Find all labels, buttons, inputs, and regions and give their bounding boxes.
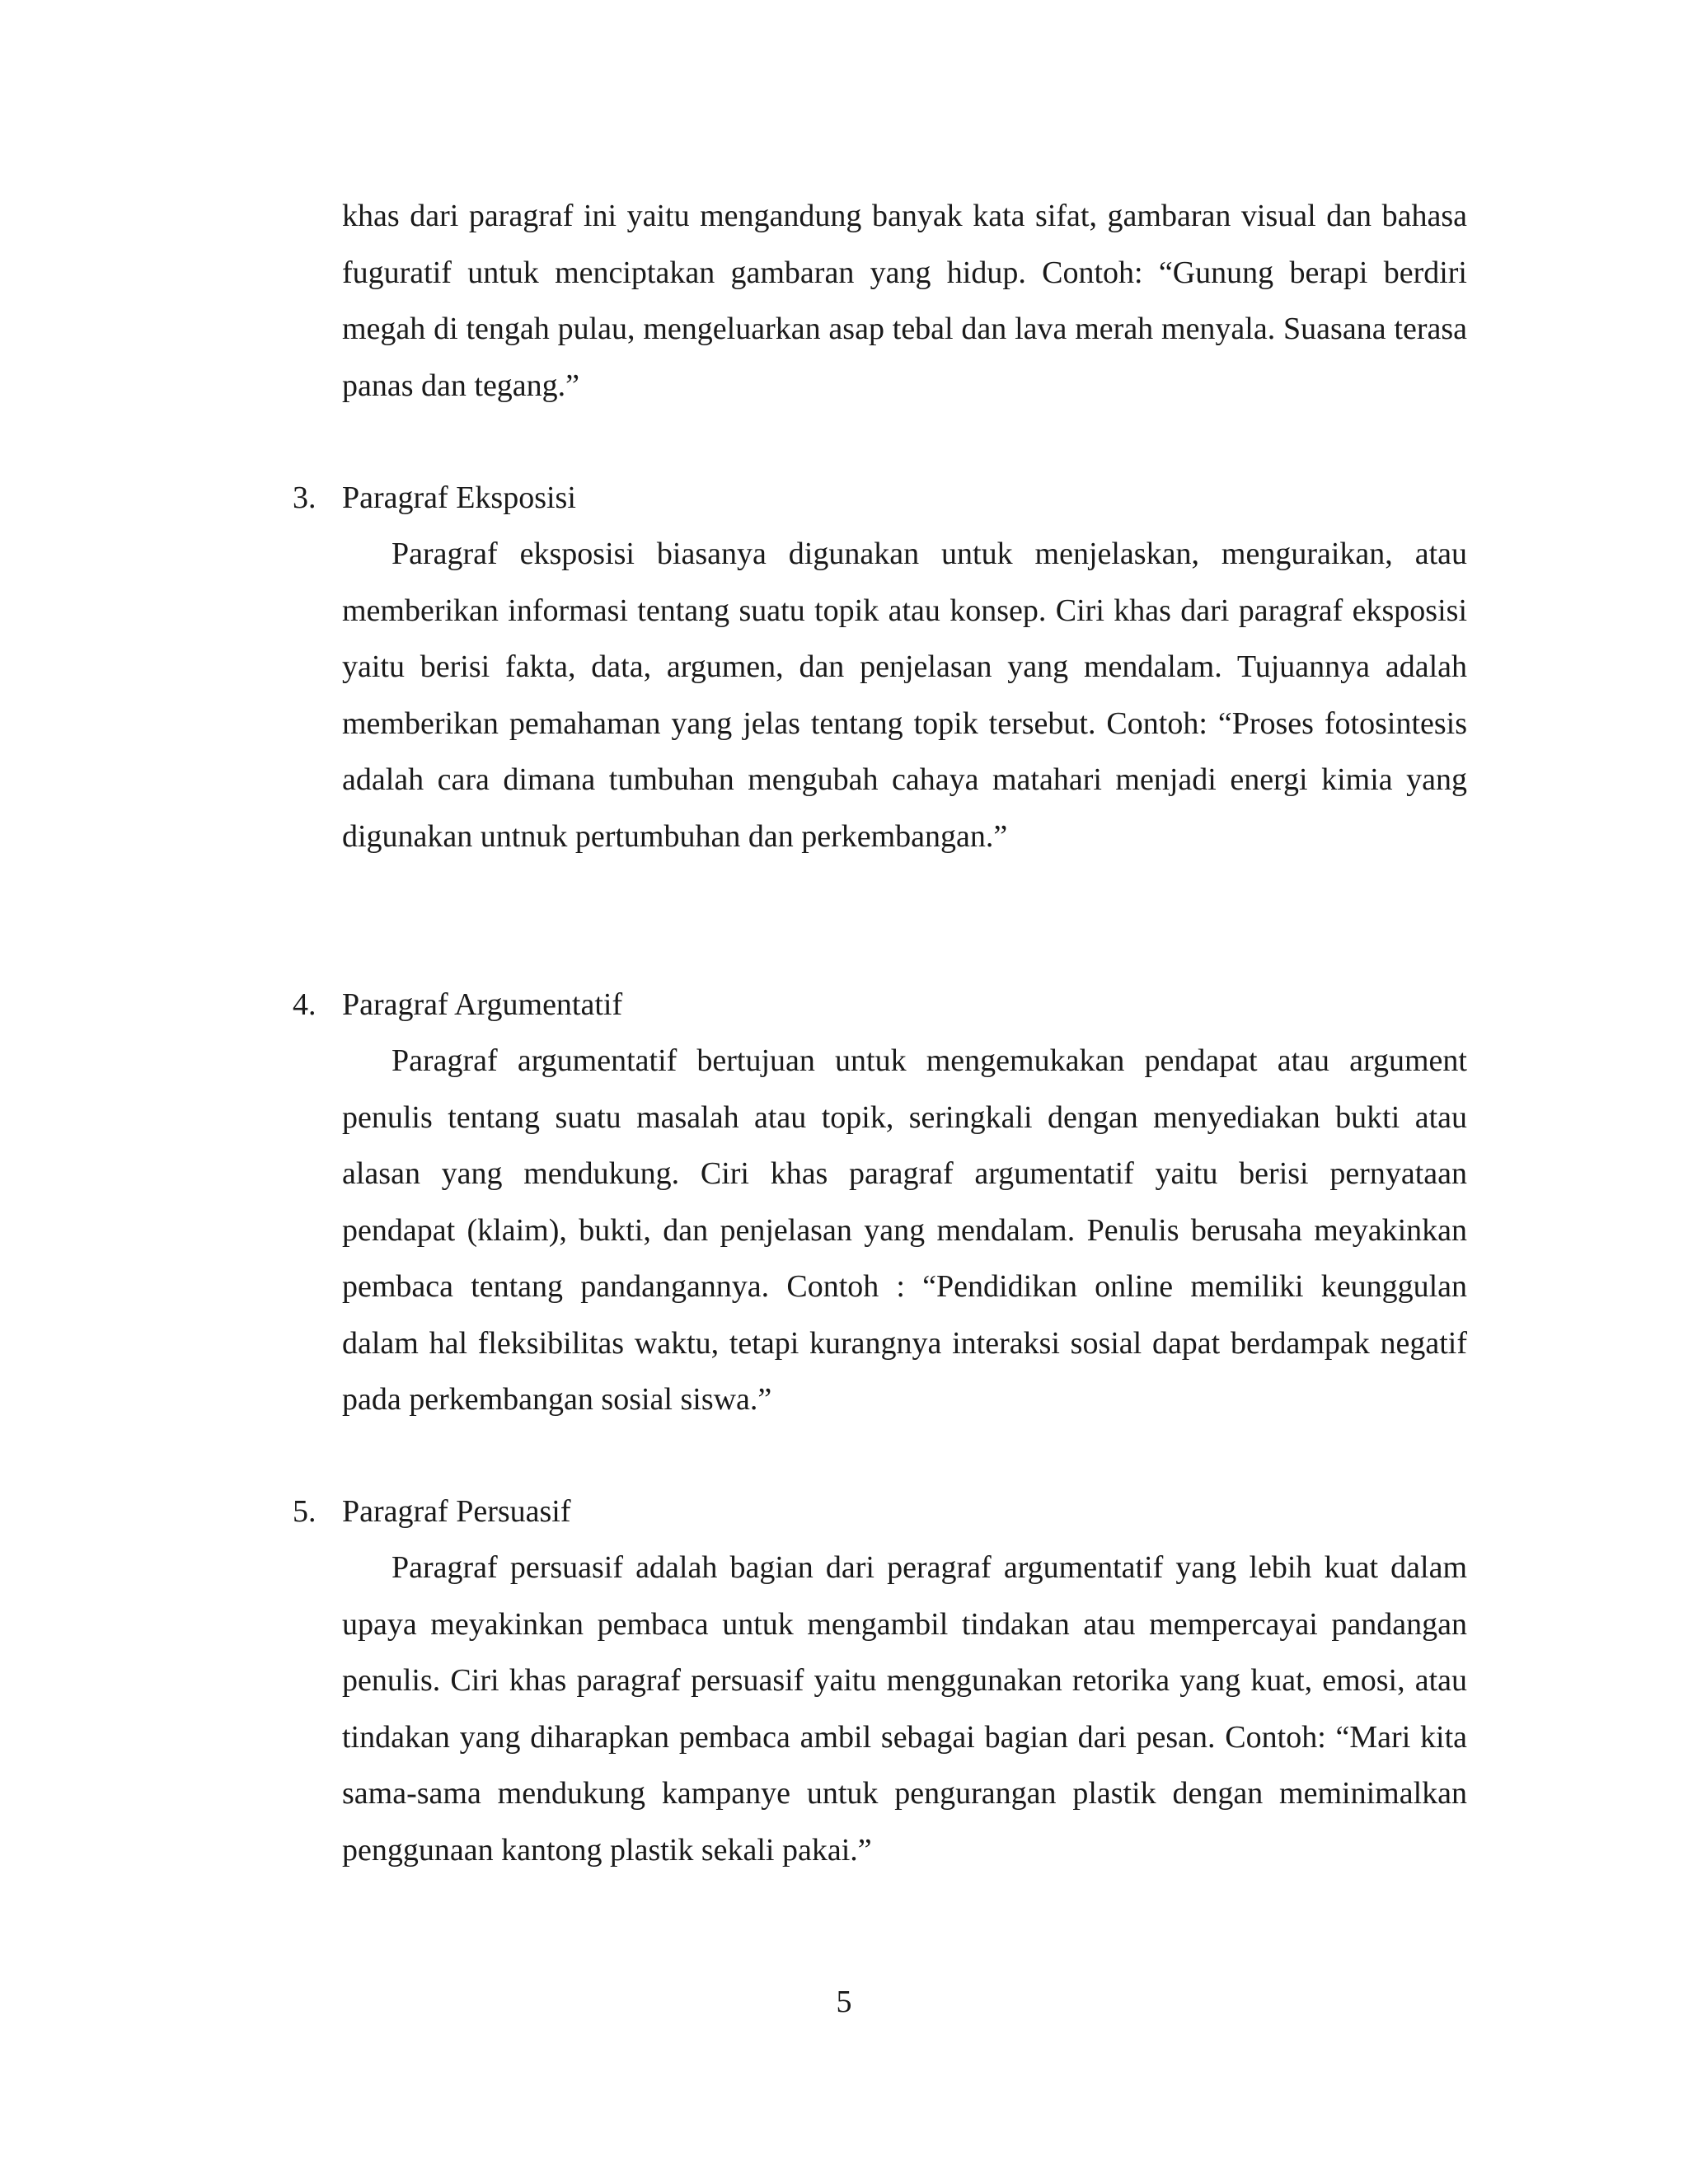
section-number: 3.: [293, 480, 316, 515]
section-title: Paragraf Eksposisi: [342, 480, 576, 515]
section-title: Paragraf Persuasif: [342, 1494, 571, 1529]
section-number: 5.: [293, 1494, 316, 1529]
section-body-argumentatif: Paragraf argumentatif bertujuan untuk mengemukakan pendapat atau argument penulis tentang suatu masalah atau topik, seringkali dengan menyediakan bukti atau alasan yang mendukung. Ciri khas paragraf argumentatif yaitu berisi pernyataan pendapat (klaim), bukti, dan penjelasan yang mendalam. Penulis berusaha meyakinkan pembaca tentang pandangannya. Contoh : “Pendidikan online memiliki keunggulan dalam hal fleksibilitas waktu, tetapi kurangnya interaksi sosial dapat berdampak negatif pada perkembangan sosial siswa.”: [342, 1043, 1467, 1417]
section-heading-persuasif: [293, 1483, 571, 1540]
section-body-persuasif: Paragraf persuasif adalah bagian dari peragraf argumentatif yang lebih kuat dalam upaya meyakinkan pembaca untuk mengambil tindakan atau mempercayai pandangan penulis. Ciri khas paragraf persuasif yaitu menggunakan retorika yang kuat, emosi, atau tindakan yang diharapkan pembaca ambil sebagai bagian dari pesan. Contoh: “Mari kita sama-sama mendukung kampanye untuk pengurangan plastik dengan meminimalkan penggunaan kantong plastik sekali pakai.”: [342, 1550, 1467, 1868]
section-body-eksposisi: Paragraf eksposisi biasanya digunakan untuk menjelaskan, menguraikan, atau memberikan informasi tentang suatu topik atau konsep. Ciri khas dari paragraf eksposisi yaitu berisi fakta, data, argumen, dan penjelasan yang mendalam. Tujuannya adalah memberikan pemahaman yang jelas tentang topik tersebut. Contoh: “Proses fotosintesis adalah cara dimana tumbuhan mengubah cahaya matahari menjadi energi kimia yang digunakan untnuk pertumbuhan dan perkembangan.”: [342, 537, 1467, 854]
section-heading-eksposisi: [293, 470, 576, 527]
section-heading-argumentatif: [293, 977, 622, 1033]
continuation-paragraph: khas dari paragraf ini yaitu mengandung banyak kata sifat, gambaran visual dan bahasa fuguratif untuk menciptakan gambaran yang hidup. Contoh: “Gunung berapi berdiri megah di tengah pulau, mengeluarkan asap tebal dan lava merah menyala. Suasana terasa panas dan tegang.”: [342, 199, 1467, 403]
section-number: 4.: [293, 987, 316, 1022]
section-title: Paragraf Argumentatif: [342, 987, 623, 1022]
page-number: 5: [836, 1985, 852, 2019]
